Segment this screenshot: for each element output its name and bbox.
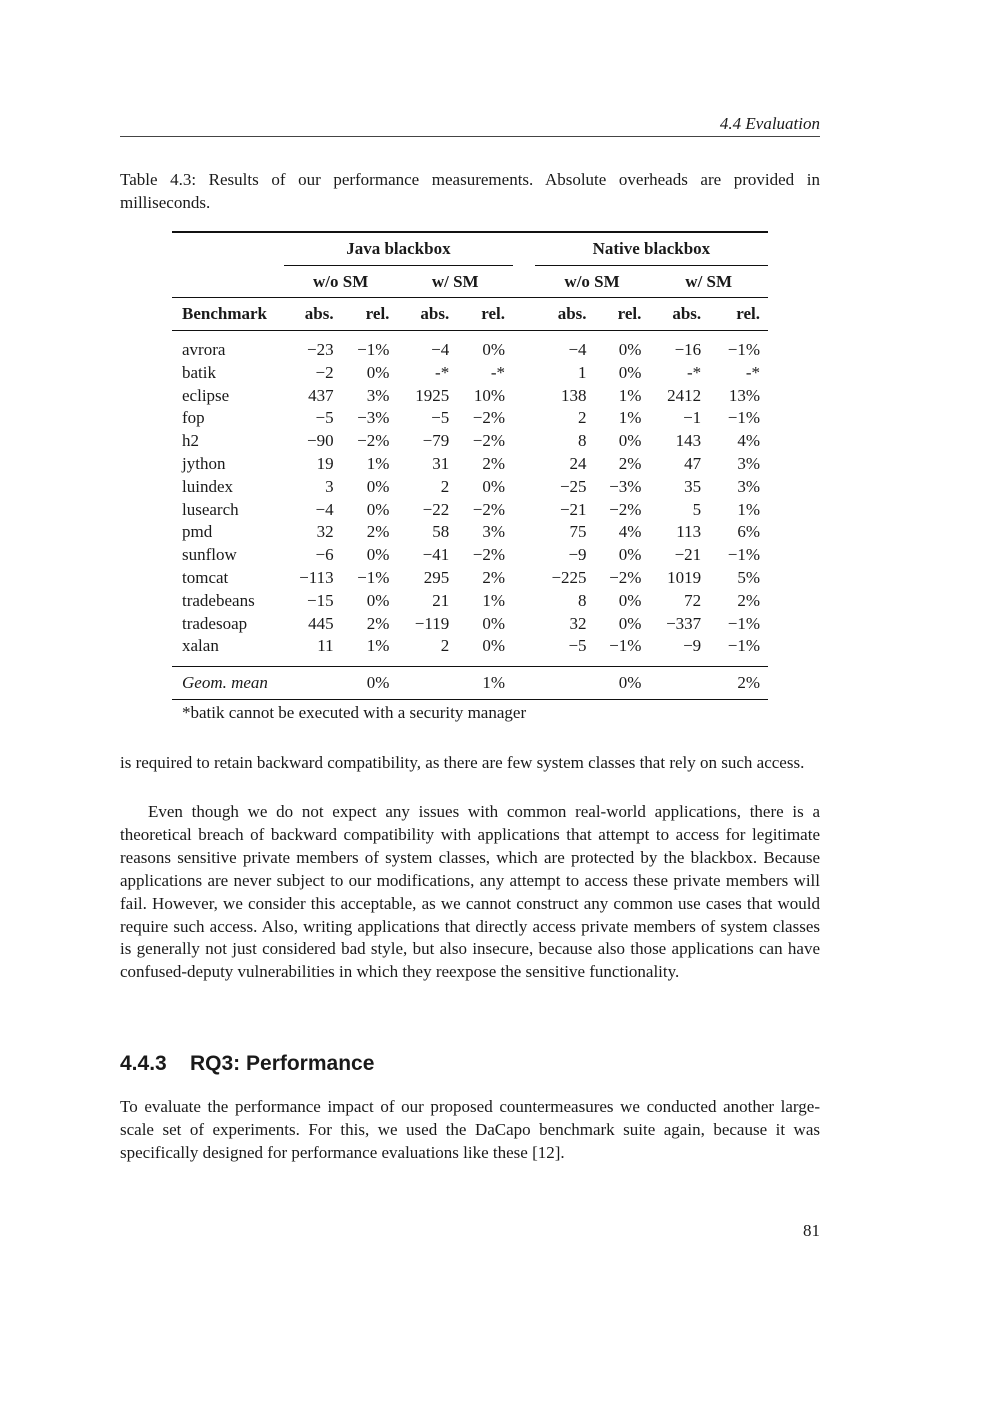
- benchmark-name: tradebeans: [182, 590, 255, 610]
- table-cell: −3%: [609, 476, 642, 496]
- table-row: [172, 407, 768, 430]
- table-cell: 32: [316, 522, 334, 542]
- table-cell: 3%: [482, 522, 506, 542]
- table-row: [172, 544, 768, 567]
- paragraph: is required to retain backward compatibility, as there are few system classes that rely on such access.: [120, 753, 805, 772]
- table-cell: 295: [423, 567, 450, 587]
- benchmark-name: xalan: [182, 636, 219, 656]
- table-cell: −2%: [357, 431, 390, 451]
- table-cell: 19: [316, 453, 334, 473]
- table-cell: 2: [440, 636, 450, 656]
- benchmark-name: sunflow: [182, 545, 237, 565]
- table-cell: 10%: [473, 385, 506, 405]
- table-cell: −22: [422, 499, 450, 519]
- column-header: abs.: [397, 298, 457, 331]
- results-table: [172, 231, 768, 700]
- table-cell: −6: [315, 545, 334, 565]
- page-number: 81: [803, 1221, 820, 1240]
- table-cell: 1%: [366, 453, 390, 473]
- table-cell: −1%: [727, 613, 760, 633]
- table-cell: 4%: [737, 431, 760, 451]
- benchmark-name: fop: [182, 408, 205, 428]
- benchmark-name: lusearch: [182, 499, 239, 519]
- group-header-java: Java blackbox: [284, 232, 513, 266]
- subgroup-header: w/ SM: [431, 272, 479, 291]
- table-cell: 437: [308, 385, 334, 405]
- table-cell: 72: [684, 590, 702, 610]
- table-cell: 0%: [618, 590, 642, 610]
- table-cell: −2%: [472, 499, 506, 519]
- table-cell: −1%: [727, 408, 760, 428]
- table-cell: −41: [422, 545, 450, 565]
- geom-mean-row: [172, 667, 768, 700]
- table-cell: −119: [414, 613, 450, 633]
- table-cell: 0%: [366, 499, 390, 519]
- paragraph: Even though we do not expect any issues with common real-world applications, there is a theoretical breach of backward compatibility with applications that attempt to access for legitimate reasons sensitive private members of system classes, which are protected by the blackbox. Because applications are never subject to our modifications, any attempt to access these private members will fail. However, we consider this acceptable, as we cannot construct any common use cases that would require such access. Also, writing applications that directly access private members of system classes is generally not just considered bad style, but also insecure, because also those applications can have confused-deputy vulnerabilities in which they reexpose the sensitive functionality.: [120, 802, 820, 982]
- table-cell: 0%: [618, 545, 642, 565]
- table-cell: −1%: [357, 567, 390, 587]
- table-cell: −337: [666, 613, 702, 633]
- benchmark-name: jython: [182, 453, 226, 473]
- table-row: [172, 476, 768, 499]
- table-cell: −1%: [727, 545, 760, 565]
- table-cell: 0%: [482, 636, 506, 656]
- table-cell: 75: [569, 522, 587, 542]
- table-cell: 0%: [366, 590, 390, 610]
- table-cell: −79: [422, 431, 450, 451]
- table-row: [172, 590, 768, 613]
- table-cell: 2%: [618, 453, 642, 473]
- table-cell: 3: [325, 476, 334, 496]
- table-cell: 0%: [618, 340, 642, 359]
- table-cell: [649, 667, 709, 700]
- table-cell: −90: [307, 431, 334, 451]
- table-cell: 24: [569, 453, 587, 473]
- table-cell: 0%: [618, 431, 642, 451]
- column-header: abs.: [284, 298, 342, 331]
- table-row: [172, 385, 768, 408]
- table-cell: [284, 667, 342, 700]
- table-row: [172, 635, 768, 658]
- benchmark-name: avrora: [182, 340, 226, 359]
- table-cell: −2%: [472, 431, 506, 451]
- section-heading: [120, 1052, 374, 1076]
- table-cell: −2%: [472, 408, 506, 428]
- table-cell: −113: [299, 567, 334, 587]
- table-cell: 0%: [595, 667, 650, 700]
- table-cell: −21: [674, 545, 702, 565]
- table-row: [172, 613, 768, 636]
- table-cell: 5: [692, 499, 702, 519]
- table-cell: 1%: [618, 385, 642, 405]
- table-cell: −16: [674, 340, 702, 359]
- table-cell: −9: [568, 545, 587, 565]
- table-cell: 2%: [709, 667, 768, 700]
- benchmark-name: luindex: [182, 476, 233, 496]
- table-cell: 3%: [737, 476, 760, 496]
- table-cell: −2: [315, 362, 334, 382]
- subgroup-header: w/o SM: [312, 272, 369, 291]
- table-cell: −1%: [727, 340, 760, 359]
- table-cell: −25: [559, 476, 587, 496]
- table-cell: 13%: [728, 385, 760, 405]
- table-cell: 58: [432, 522, 450, 542]
- table-cell: −2%: [609, 499, 642, 519]
- table-cell: −1%: [609, 636, 642, 656]
- benchmark-name: batik: [182, 362, 216, 382]
- table-cell: 1%: [618, 408, 642, 428]
- benchmark-name: h2: [182, 431, 199, 451]
- table-cell: −4: [315, 499, 334, 519]
- table-row: [172, 339, 768, 362]
- table-row: [172, 430, 768, 453]
- section-title: RQ3: Performance: [190, 1052, 375, 1075]
- benchmark-name: pmd: [182, 522, 213, 542]
- table-cell: 0%: [482, 340, 506, 359]
- table-caption: Table 4.3: Results of our performance measurements. Absolute overheads are provided in milliseconds.: [120, 170, 820, 212]
- table-cell: −21: [559, 499, 587, 519]
- table-cell: 2%: [366, 522, 390, 542]
- table-cell: 0%: [618, 362, 642, 382]
- running-head-text: 4.4 Evaluation: [719, 114, 820, 133]
- table-cell: 2: [440, 476, 450, 496]
- table-cell: 2%: [482, 567, 506, 587]
- table-cell: 1%: [457, 667, 513, 700]
- table-cell: −23: [307, 340, 334, 359]
- table-cell: 8: [578, 431, 587, 451]
- table-cell: −1%: [357, 340, 390, 359]
- table-cell: -*: [686, 362, 702, 382]
- table-cell: 2%: [366, 613, 390, 633]
- table-cell: −225: [551, 567, 587, 587]
- table-cell: 138: [561, 385, 587, 405]
- table-cell: 35: [684, 476, 702, 496]
- table-cell: 113: [676, 522, 702, 542]
- table-row: [172, 499, 768, 522]
- table-cell: 4%: [618, 522, 642, 542]
- column-header: rel.: [342, 298, 398, 331]
- table-cell: 32: [569, 613, 587, 633]
- table-cell: 0%: [366, 476, 390, 496]
- table-row: [172, 362, 768, 385]
- table-cell: 47: [684, 453, 702, 473]
- table-cell: 1925: [415, 385, 450, 405]
- table-cell: 0%: [482, 476, 506, 496]
- column-header: rel.: [709, 298, 768, 331]
- table-cell: 21: [432, 590, 450, 610]
- benchmark-name: eclipse: [182, 385, 230, 405]
- table-cell: 143: [675, 431, 702, 451]
- table-cell: −15: [307, 590, 334, 610]
- table-cell: 2412: [667, 385, 702, 405]
- table-cell: −2%: [609, 567, 642, 587]
- table-cell: −2%: [472, 545, 506, 565]
- table-row: [172, 521, 768, 544]
- table-cell: −4: [431, 340, 450, 359]
- column-header: Benchmark: [172, 298, 284, 331]
- table-cell: 8: [578, 590, 587, 610]
- table-cell: −9: [683, 636, 702, 656]
- table-cell: 1%: [366, 636, 390, 656]
- column-header: rel.: [457, 298, 513, 331]
- table-cell: 6%: [737, 522, 760, 542]
- table-cell: 0%: [366, 545, 390, 565]
- results-table-container: [172, 231, 768, 723]
- table-body: [172, 331, 768, 659]
- table-cell: 5%: [737, 567, 760, 587]
- table-row: [172, 453, 768, 476]
- column-header: abs.: [649, 298, 709, 331]
- column-header: abs.: [535, 298, 595, 331]
- table-cell: 2%: [737, 590, 760, 610]
- subgroup-header: w/ SM: [685, 272, 733, 291]
- table-cell: [397, 667, 457, 700]
- table-cell: 1%: [482, 590, 506, 610]
- table-cell: -*: [745, 362, 760, 382]
- table-cell: 2%: [482, 453, 506, 473]
- table-cell: 1%: [737, 499, 760, 519]
- table-cell: −1%: [727, 636, 760, 656]
- table-cell: −4: [568, 340, 587, 359]
- table-cell: 0%: [366, 362, 390, 382]
- table-cell: −5: [568, 636, 587, 656]
- benchmark-name: tomcat: [182, 567, 229, 587]
- paragraph: To evaluate the performance impact of our proposed countermeasures we conducted another large-scale set of experiments. For this, we used the DaCapo benchmark suite again, because it was specifically designed for performance evaluations like these [12].: [120, 1097, 820, 1162]
- table-footnote: *batik cannot be executed with a security manager: [182, 703, 527, 723]
- table-cell: 3%: [366, 385, 390, 405]
- table-cell: [535, 667, 595, 700]
- table-cell: 0%: [482, 613, 506, 633]
- table-cell: 31: [432, 453, 450, 473]
- table-cell: -*: [490, 362, 506, 382]
- table-row: [172, 567, 768, 590]
- table-cell: 0%: [342, 667, 398, 700]
- table-cell: 1019: [667, 567, 702, 587]
- table-cell: Geom. mean: [172, 667, 284, 700]
- table-cell: -*: [435, 362, 450, 382]
- benchmark-name: tradesoap: [182, 613, 248, 633]
- running-head: [120, 112, 820, 137]
- subgroup-header: w/o SM: [564, 272, 620, 291]
- section-number: 4.4.3: [120, 1052, 167, 1075]
- table-cell: 11: [317, 636, 334, 656]
- table-cell: −1: [683, 408, 702, 428]
- table-cell: 1: [578, 362, 587, 382]
- column-header: rel.: [595, 298, 650, 331]
- table-cell: 2: [578, 408, 587, 428]
- group-header-native: Native blackbox: [535, 232, 768, 266]
- table-cell: 3%: [737, 453, 760, 473]
- table-cell: −3%: [357, 408, 390, 428]
- table-cell: −5: [315, 408, 334, 428]
- table-cell: 445: [308, 613, 334, 633]
- table-cell: 0%: [618, 613, 642, 633]
- table-cell: −5: [431, 408, 450, 428]
